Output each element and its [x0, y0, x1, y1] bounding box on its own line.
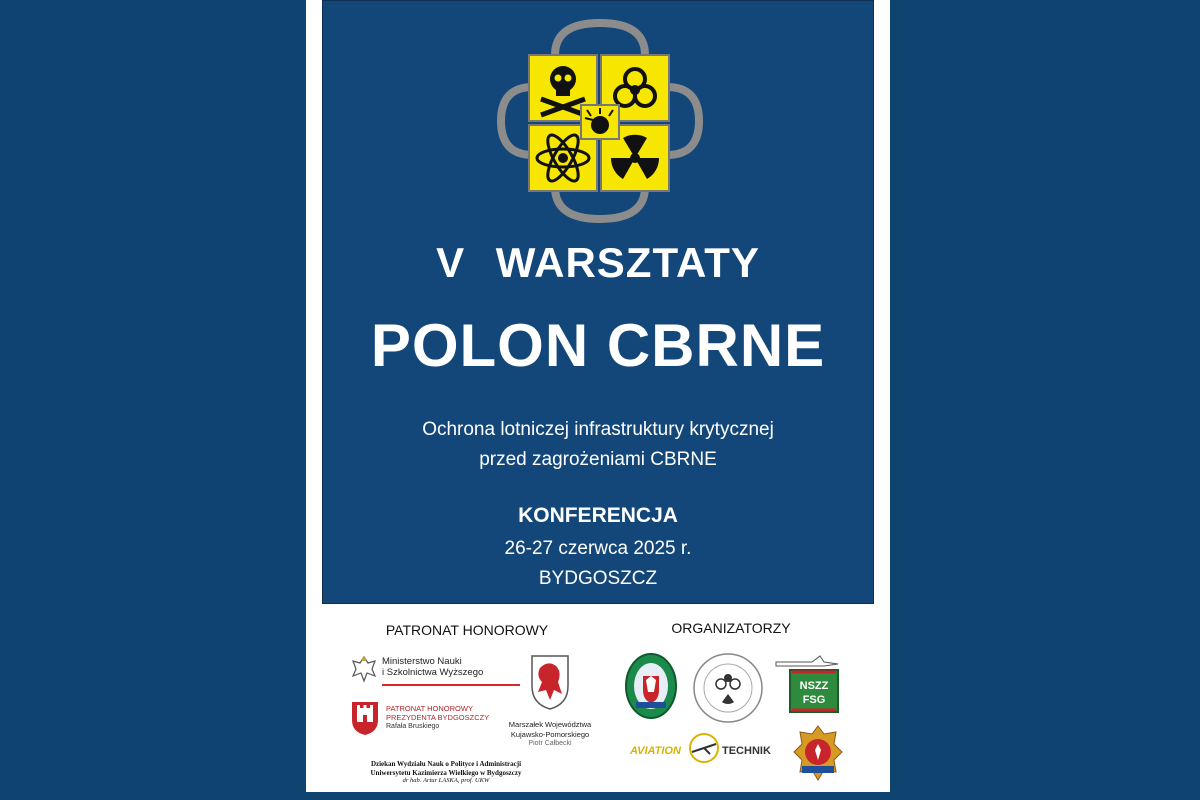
aviation-technik-logo-icon	[624, 730, 774, 766]
patronage-header: PATRONAT HONOROWY	[385, 622, 549, 638]
nszz-fsg-logo-icon	[772, 652, 846, 714]
ministry-name-line-2: i Szkolnictwa Wyższego	[382, 667, 484, 678]
organizers-header: ORGANIZATORZY	[671, 620, 791, 636]
marshal-logo	[490, 652, 610, 752]
fire-service-emblem-icon	[792, 724, 844, 782]
president-patronage-line-2: PREZYDENTA BYDGOSZCZY	[386, 713, 490, 722]
poster	[306, 0, 890, 792]
event-city: BYDGOSZCZ	[538, 568, 658, 589]
event-type: KONFERENCJA	[518, 504, 678, 527]
dean-line-1: Dziekan Wydziału Nauk o Polityce i Administracji	[370, 760, 522, 768]
subtitle-line-1: Ochrona lotniczej infrastruktury krytycznej	[422, 419, 774, 440]
nszz-text: NSZZ	[799, 680, 829, 692]
bydgoszcz-coat-of-arms-icon	[350, 700, 380, 736]
aviation-text: AVIATION	[630, 745, 681, 757]
ministry-logo	[350, 654, 490, 694]
event-title: POLON CBRNE	[370, 312, 826, 379]
cbrne-association-emblem-icon	[692, 652, 764, 724]
dean-patronage	[326, 760, 566, 786]
event-dates: 26-27 czerwca 2025 r.	[504, 538, 692, 559]
technik-text: TECHNIK	[722, 745, 771, 757]
president-name: Rafała Bruskiego	[386, 723, 440, 730]
dean-name: dr hab. Artur LASKA, prof. UKW	[402, 777, 490, 784]
title-panel	[322, 0, 874, 604]
cbrne-logo	[495, 17, 705, 225]
ministry-name-line-1: Ministerstwo Nauki	[382, 656, 462, 667]
marshal-name: Piotr Całbecki	[528, 740, 572, 747]
griffin-shield-icon	[530, 654, 570, 710]
subtitle-line-2: przed zagrożeniami CBRNE	[479, 449, 717, 470]
marshal-line-2: Kujawsko-Pomorskiego	[510, 729, 590, 739]
dean-line-2: Uniwersytetu Kazimierza Wielkiego w Bydgoszczy	[370, 768, 522, 777]
edition-title: V WARSZTATY	[436, 239, 760, 286]
marshal-line-1: Marszałek Województwa	[508, 720, 592, 729]
eagle-emblem-icon	[350, 654, 378, 684]
fsg-text: FSG	[802, 694, 826, 706]
border-guard-emblem-icon	[624, 652, 678, 720]
president-patronage-line-1: PATRONAT HONOROWY	[386, 704, 473, 713]
explosive-icon	[581, 105, 619, 139]
